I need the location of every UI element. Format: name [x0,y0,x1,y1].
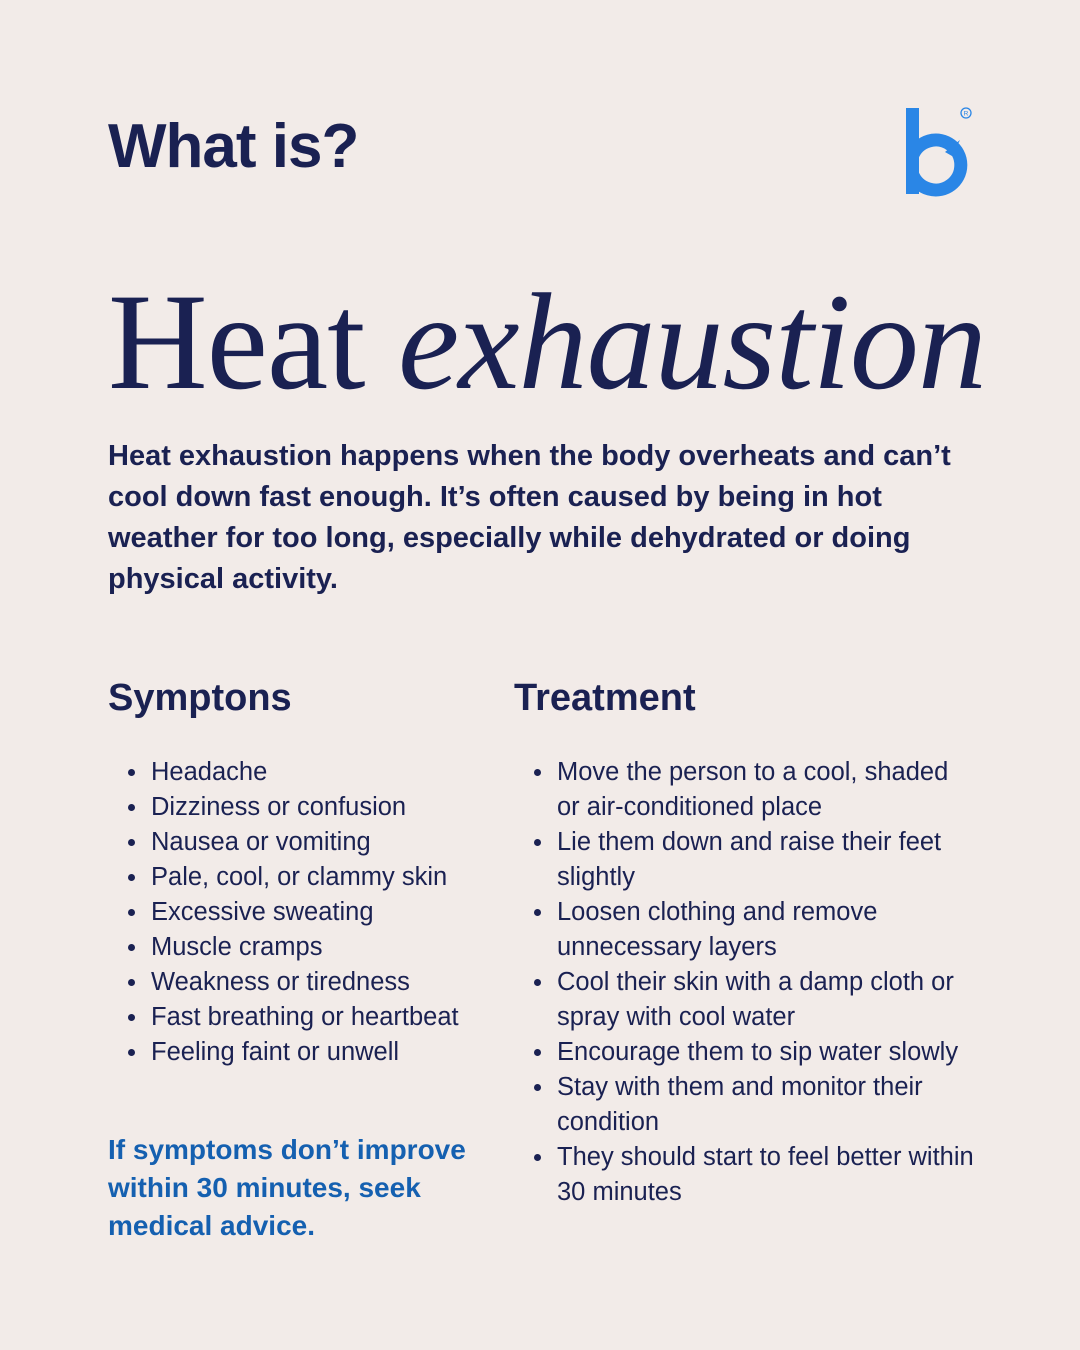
treatment-item: Encourage them to sip water slowly [534,1035,974,1070]
symptom-item: Weakness or tiredness [128,965,498,1000]
symptom-item: Headache [128,755,498,790]
title-italic: exhaustion [398,265,986,418]
symptom-item: Feeling faint or unwell [128,1035,498,1070]
title-regular: Heat [108,265,365,418]
intro-paragraph: Heat exhaustion happens when the body overheats and can’t cool down fast enough. It’s often caused by being in hot weather for too long, especially while dehydrated or doing physical activity. [108,440,951,595]
treatment-item: Loosen clothing and remove unnecessary layers [534,895,974,965]
brand-logo-icon [900,100,978,204]
treatment-item: Move the person to a cool, shaded or air-conditioned place [534,755,974,825]
treatment-list [534,755,974,1210]
symptom-item: Nausea or vomiting [128,825,498,860]
treatment-item: Stay with them and monitor their condition [534,1070,974,1140]
symptom-item: Fast breathing or heartbeat [128,1000,498,1035]
svg-text:R: R [963,110,969,118]
symptom-item: Muscle cramps [128,930,498,965]
medical-advice-note: If symptoms don’t improve within 30 minutes, seek medical advice. [108,1134,466,1241]
page-kicker: What is? [108,112,359,181]
treatment-item: Cool their skin with a damp cloth or spray with cool water [534,965,974,1035]
symptoms-list [128,755,498,1070]
treatment-item: Lie them down and raise their feet slightly [534,825,974,895]
page-title [108,265,986,418]
treatment-item: They should start to feel better within 30 minutes [534,1140,974,1210]
symptoms-heading: Symptons [108,677,292,719]
symptom-item: Dizziness or confusion [128,790,498,825]
treatment-heading: Treatment [514,677,696,719]
symptom-item: Pale, cool, or clammy skin [128,860,498,895]
symptom-item: Excessive sweating [128,895,498,930]
